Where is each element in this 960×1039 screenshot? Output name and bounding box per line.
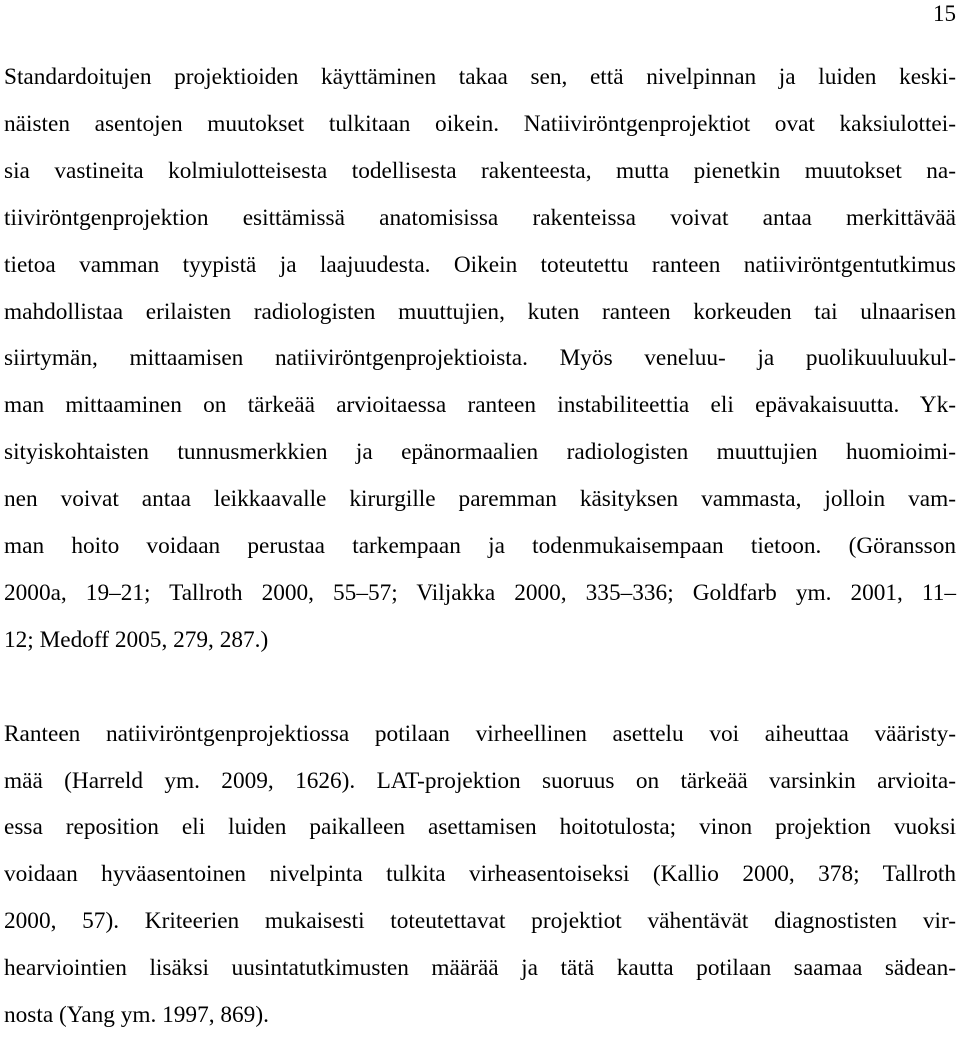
document-body: [4, 54, 956, 1039]
text-line: tiiviröntgenprojektion esittämissä anatomisissa rakenteissa voivat antaa merkittävää: [4, 204, 956, 231]
text-line: sityiskohtaisten tunnusmerkkien ja epänormaalien radiologisten muuttujien huomioimi-: [4, 439, 956, 466]
text-line: Standardoitujen projektioiden käyttäminen takaa sen, että nivelpinnan ja luiden keski-: [4, 64, 956, 90]
text-line: nosta (Yang ym. 1997, 869).: [4, 1002, 269, 1029]
text-line: voidaan hyväasentoinen nivelpinta tulkita virheasentoiseksi (Kallio 2000, 378; Tallroth: [4, 861, 956, 888]
text-line: nen voivat antaa leikkaavalle kirurgille paremman käsityksen vammasta, jolloin vam-: [4, 486, 956, 513]
text-line: näisten asentojen muutokset tulkitaan oikein. Natiiviröntgenprojektiot ovat kaksiulottei-: [4, 110, 956, 137]
text-line: 2000a, 19–21; Tallroth 2000, 55–57; Viljakka 2000, 335–336; Goldfarb ym. 2001, 11–: [4, 579, 956, 606]
text-line: mahdollistaa erilaisten radiologisten muuttujien, kuten ranteen korkeuden tai ulnaarisen: [4, 298, 956, 325]
page-number: 15: [933, 1, 956, 26]
text-line: tietoa vamman tyypistä ja laajuudesta. Oikein toteutettu ranteen natiiviröntgentutkimus: [4, 251, 956, 278]
paragraph-1: [4, 54, 956, 664]
text-line: man hoito voidaan perustaa tarkempaan ja todenmukaisempaan tietoon. (Göransson: [4, 533, 956, 560]
text-line: mää (Harreld ym. 2009, 1626). LAT-projektion suoruus on tärkeää varsinkin arvioita-: [4, 767, 956, 794]
text-line: hearviointien lisäksi uusintatutkimusten määrää ja tätä kautta potilaan saamaa sädean-: [4, 955, 956, 982]
text-line: man mittaaminen on tärkeää arvioitaessa ranteen instabiliteettia eli epävakaisuutta. Yk-: [4, 392, 956, 419]
text-line: essa reposition eli luiden paikalleen asettamisen hoitotulosta; vinon projektion vuoksi: [4, 814, 956, 841]
text-line: 2000, 57). Kriteerien mukaisesti toteutettavat projektiot vähentävät diagnostisten vir-: [4, 908, 956, 935]
paragraph-2: [4, 711, 956, 1039]
text-line: Ranteen natiiviröntgenprojektiossa potilaan virheellinen asettelu voi aiheuttaa vääristy-: [4, 720, 956, 747]
text-line: sia vastineita kolmiulotteisesta todellisesta rakenteesta, mutta pienetkin muutokset na-: [4, 157, 956, 184]
text-line: 12; Medoff 2005, 279, 287.): [4, 626, 269, 653]
text-line: siirtymän, mittaamisen natiiviröntgenprojektioista. Myös veneluu- ja puolikuuluukul-: [4, 345, 956, 372]
